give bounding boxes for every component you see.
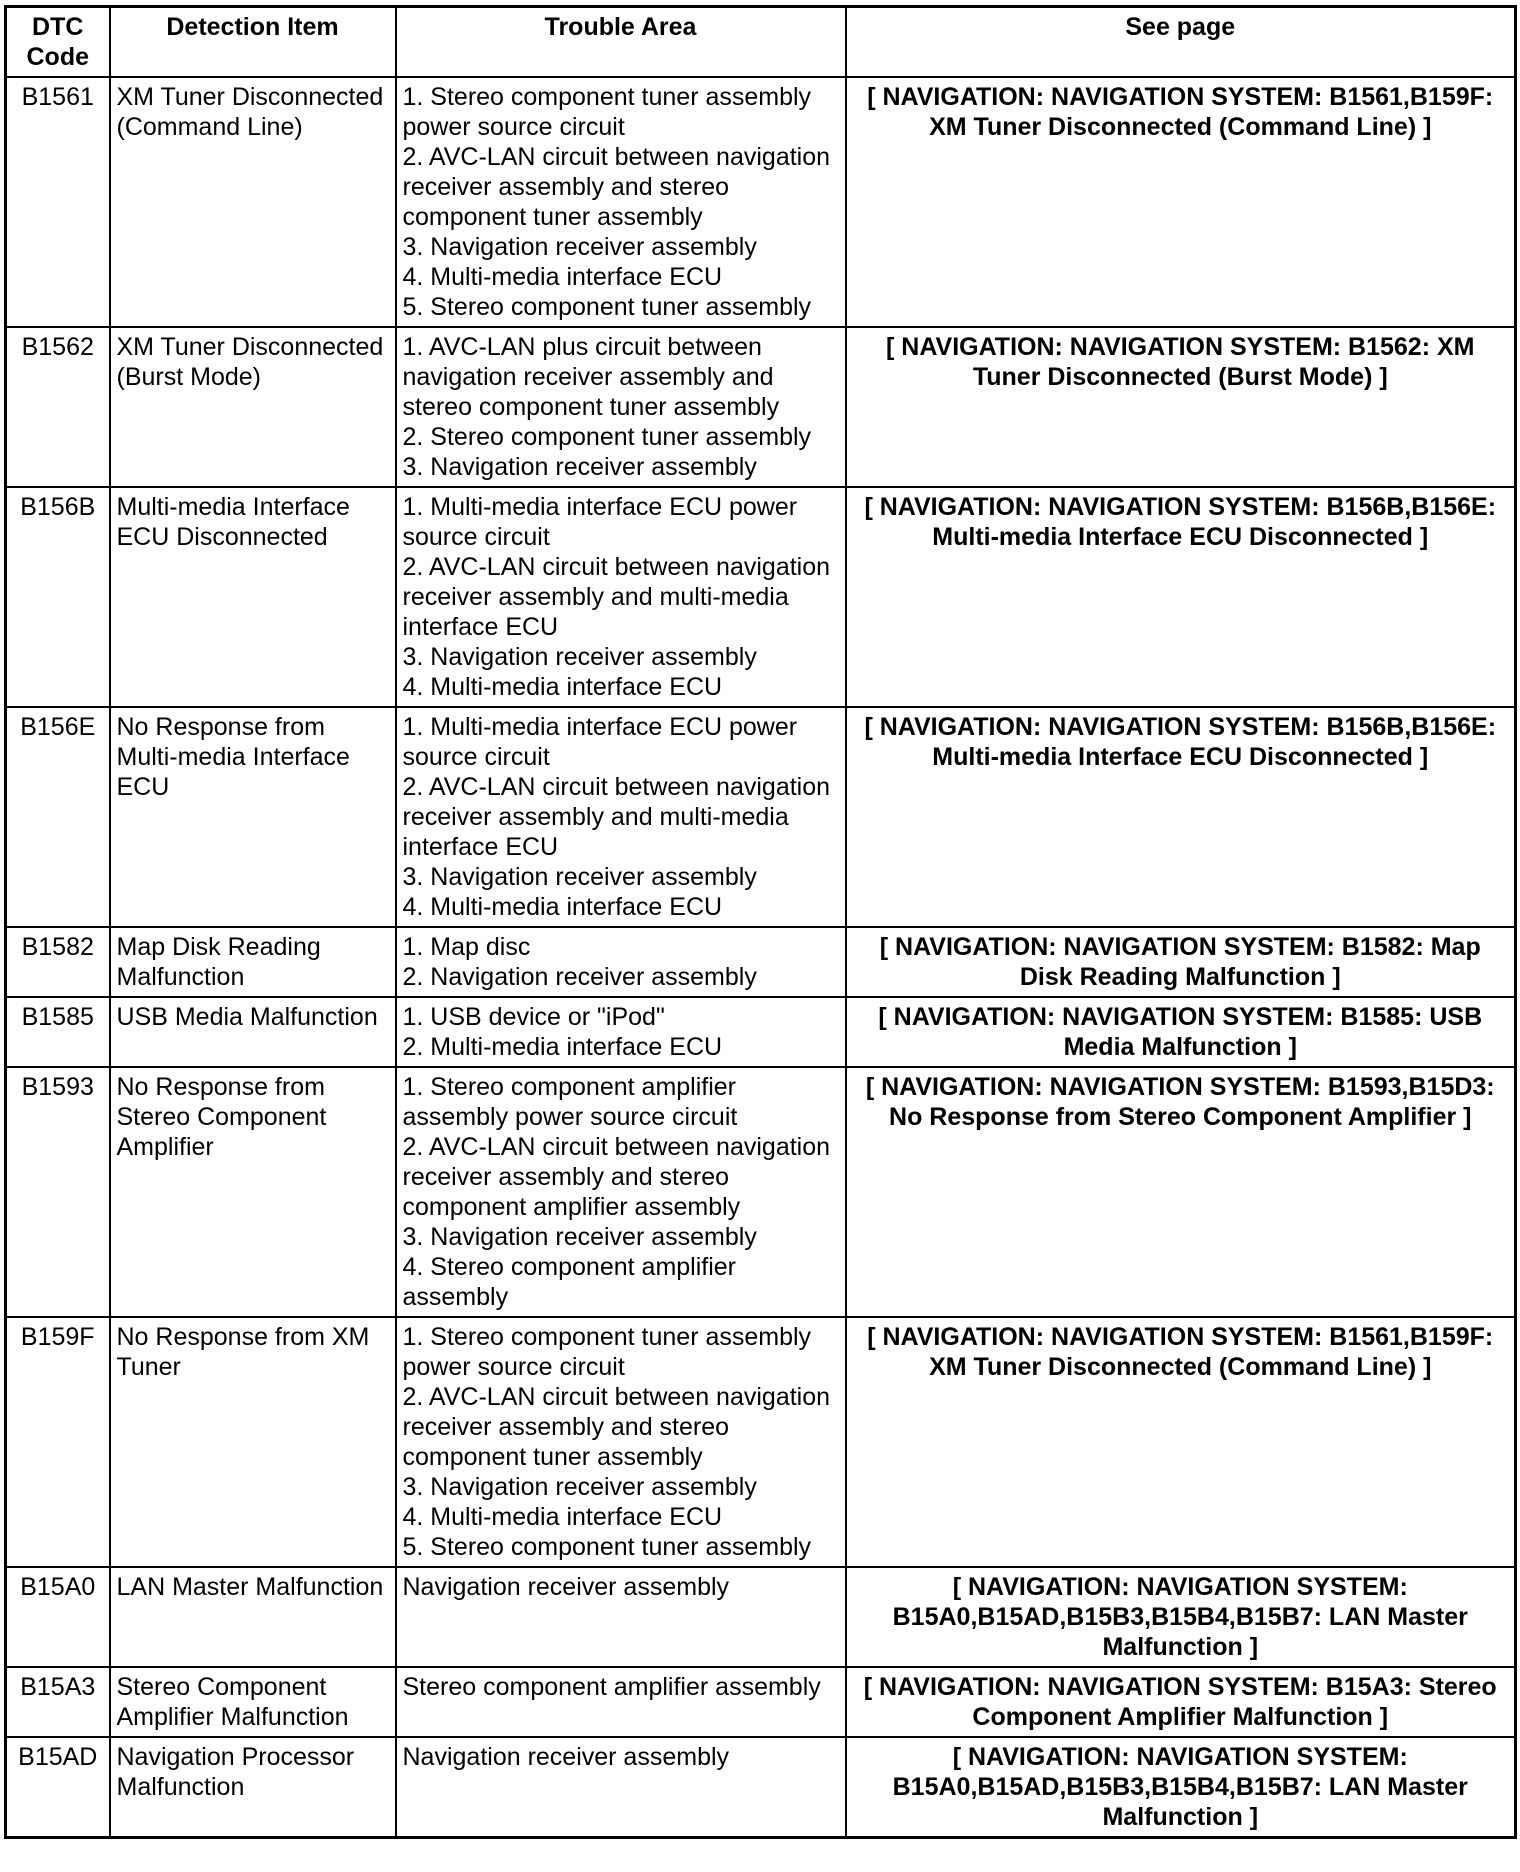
detection-item-cell: Navigation Processor Malfunction — [110, 1737, 396, 1838]
trouble-area-item: 1. Multi-media interface ECU power source circuit — [402, 493, 798, 551]
see-page-link[interactable]: [ NAVIGATION: NAVIGATION SYSTEM: B1562: XM Tuner Disconnected (Burst Mode) ] — [846, 327, 1516, 487]
header-detection-item: Detection Item — [110, 7, 396, 78]
trouble-area-item: 1. AVC-LAN plus circuit between navigation receiver assembly and stereo component tuner assembly — [402, 333, 780, 421]
trouble-area-item: 3. Navigation receiver assembly — [402, 643, 757, 671]
trouble-area-item: 3. Navigation receiver assembly — [402, 1223, 757, 1251]
trouble-area-item: 1. Stereo component tuner assembly power source circuit — [402, 83, 812, 141]
trouble-area-item: 4. Multi-media interface ECU — [402, 1503, 723, 1531]
trouble-area-item: 3. Navigation receiver assembly — [402, 1473, 757, 1501]
trouble-area-item: 5. Stereo component tuner assembly — [402, 293, 812, 321]
see-page-link[interactable]: [ NAVIGATION: NAVIGATION SYSTEM: B15A0,B15AD,B15B3,B15B4,B15B7: LAN Master Malfunction ] — [846, 1567, 1516, 1667]
trouble-area-item: 2. Navigation receiver assembly — [402, 963, 757, 991]
see-page-link[interactable]: [ NAVIGATION: NAVIGATION SYSTEM: B156B,B156E: Multi-media Interface ECU Disconnected ] — [846, 487, 1516, 707]
trouble-area-cell — [396, 487, 846, 707]
trouble-area-item: 2. AVC-LAN circuit between navigation receiver assembly and stereo component tuner assembly — [402, 1383, 831, 1471]
dtc-table-container — [4, 5, 1517, 1839]
detection-item-cell: Multi-media Interface ECU Disconnected — [110, 487, 396, 707]
trouble-area-item: 1. Map disc — [402, 933, 531, 961]
trouble-area-cell — [396, 1317, 846, 1567]
see-page-link[interactable]: [ NAVIGATION: NAVIGATION SYSTEM: B1582: Map Disk Reading Malfunction ] — [846, 927, 1516, 997]
table-row — [6, 707, 1516, 927]
trouble-area-item: 2. AVC-LAN circuit between navigation receiver assembly and stereo component amplifier assembly — [402, 1133, 831, 1221]
trouble-area-item: 4. Stereo component amplifier assembly — [402, 1253, 737, 1311]
detection-item-cell: XM Tuner Disconnected (Burst Mode) — [110, 327, 396, 487]
table-row — [6, 1667, 1516, 1737]
trouble-area-item: 2. Multi-media interface ECU — [402, 1033, 723, 1061]
table-header-row — [6, 7, 1516, 78]
see-page-link[interactable]: [ NAVIGATION: NAVIGATION SYSTEM: B1593,B15D3: No Response from Stereo Component Amplifier ] — [846, 1067, 1516, 1317]
table-row — [6, 1317, 1516, 1567]
trouble-area-item: 1. USB device or "iPod" — [402, 1003, 665, 1031]
trouble-area-item: 1. Stereo component tuner assembly power source circuit — [402, 1323, 812, 1381]
trouble-area-cell — [396, 707, 846, 927]
trouble-area-cell — [396, 1067, 846, 1317]
table-row — [6, 487, 1516, 707]
dtc-code-cell: B159F — [6, 1317, 110, 1567]
table-row — [6, 1737, 1516, 1838]
trouble-area-cell — [396, 1737, 846, 1838]
trouble-area-item: Navigation receiver assembly — [402, 1743, 730, 1771]
trouble-area-item: 3. Navigation receiver assembly — [402, 863, 757, 891]
see-page-link[interactable]: [ NAVIGATION: NAVIGATION SYSTEM: B1585: USB Media Malfunction ] — [846, 997, 1516, 1067]
trouble-area-item: 4. Multi-media interface ECU — [402, 673, 723, 701]
table-row — [6, 927, 1516, 997]
trouble-area-item: 4. Multi-media interface ECU — [402, 263, 723, 291]
see-page-link[interactable]: [ NAVIGATION: NAVIGATION SYSTEM: B1561,B159F: XM Tuner Disconnected (Command Line) ] — [846, 77, 1516, 327]
dtc-code-cell: B1561 — [6, 77, 110, 327]
trouble-area-item: Navigation receiver assembly — [402, 1573, 730, 1601]
table-body — [6, 77, 1516, 1838]
dtc-code-cell: B156B — [6, 487, 110, 707]
table-row — [6, 77, 1516, 327]
trouble-area-item: 2. AVC-LAN circuit between navigation receiver assembly and stereo component tuner assembly — [402, 143, 831, 231]
trouble-area-cell — [396, 77, 846, 327]
see-page-link[interactable]: [ NAVIGATION: NAVIGATION SYSTEM: B1561,B159F: XM Tuner Disconnected (Command Line) ] — [846, 1317, 1516, 1567]
trouble-area-item: 1. Multi-media interface ECU power source circuit — [402, 713, 798, 771]
dtc-code-cell: B1593 — [6, 1067, 110, 1317]
see-page-link[interactable]: [ NAVIGATION: NAVIGATION SYSTEM: B156B,B156E: Multi-media Interface ECU Disconnected ] — [846, 707, 1516, 927]
trouble-area-cell — [396, 1667, 846, 1737]
detection-item-cell: No Response from XM Tuner — [110, 1317, 396, 1567]
detection-item-cell: No Response from Stereo Component Amplifier — [110, 1067, 396, 1317]
see-page-link[interactable]: [ NAVIGATION: NAVIGATION SYSTEM: B15A3: Stereo Component Amplifier Malfunction ] — [846, 1667, 1516, 1737]
table-row — [6, 1567, 1516, 1667]
trouble-area-item: Stereo component amplifier assembly — [402, 1673, 821, 1701]
trouble-area-item: 3. Navigation receiver assembly — [402, 453, 757, 481]
dtc-code-cell: B15A3 — [6, 1667, 110, 1737]
dtc-code-cell: B15A0 — [6, 1567, 110, 1667]
trouble-area-item: 1. Stereo component amplifier assembly power source circuit — [402, 1073, 738, 1131]
detection-item-cell: USB Media Malfunction — [110, 997, 396, 1067]
table-row — [6, 327, 1516, 487]
header-trouble-area: Trouble Area — [396, 7, 846, 78]
trouble-area-item: 3. Navigation receiver assembly — [402, 233, 757, 261]
see-page-link[interactable]: [ NAVIGATION: NAVIGATION SYSTEM: B15A0,B15AD,B15B3,B15B4,B15B7: LAN Master Malfunction ] — [846, 1737, 1516, 1838]
trouble-area-cell — [396, 1567, 846, 1667]
dtc-code-cell: B1585 — [6, 997, 110, 1067]
header-see-page: See page — [846, 7, 1516, 78]
trouble-area-cell — [396, 997, 846, 1067]
trouble-area-item: 2. Stereo component tuner assembly — [402, 423, 812, 451]
detection-item-cell: Map Disk Reading Malfunction — [110, 927, 396, 997]
trouble-area-item: 2. AVC-LAN circuit between navigation receiver assembly and multi-media interface ECU — [402, 553, 831, 641]
dtc-code-cell: B1562 — [6, 327, 110, 487]
dtc-code-cell: B15AD — [6, 1737, 110, 1838]
table-row — [6, 997, 1516, 1067]
trouble-area-cell — [396, 927, 846, 997]
trouble-area-cell — [396, 327, 846, 487]
dtc-code-cell: B1582 — [6, 927, 110, 997]
table-row — [6, 1067, 1516, 1317]
detection-item-cell: Stereo Component Amplifier Malfunction — [110, 1667, 396, 1737]
dtc-code-cell: B156E — [6, 707, 110, 927]
detection-item-cell: No Response from Multi-media Interface ECU — [110, 707, 396, 927]
dtc-table — [4, 5, 1517, 1839]
detection-item-cell: LAN Master Malfunction — [110, 1567, 396, 1667]
trouble-area-item: 2. AVC-LAN circuit between navigation receiver assembly and multi-media interface ECU — [402, 773, 831, 861]
trouble-area-item: 5. Stereo component tuner assembly — [402, 1533, 812, 1561]
header-dtc-code: DTC Code — [6, 7, 110, 78]
trouble-area-item: 4. Multi-media interface ECU — [402, 893, 723, 921]
detection-item-cell: XM Tuner Disconnected (Command Line) — [110, 77, 396, 327]
